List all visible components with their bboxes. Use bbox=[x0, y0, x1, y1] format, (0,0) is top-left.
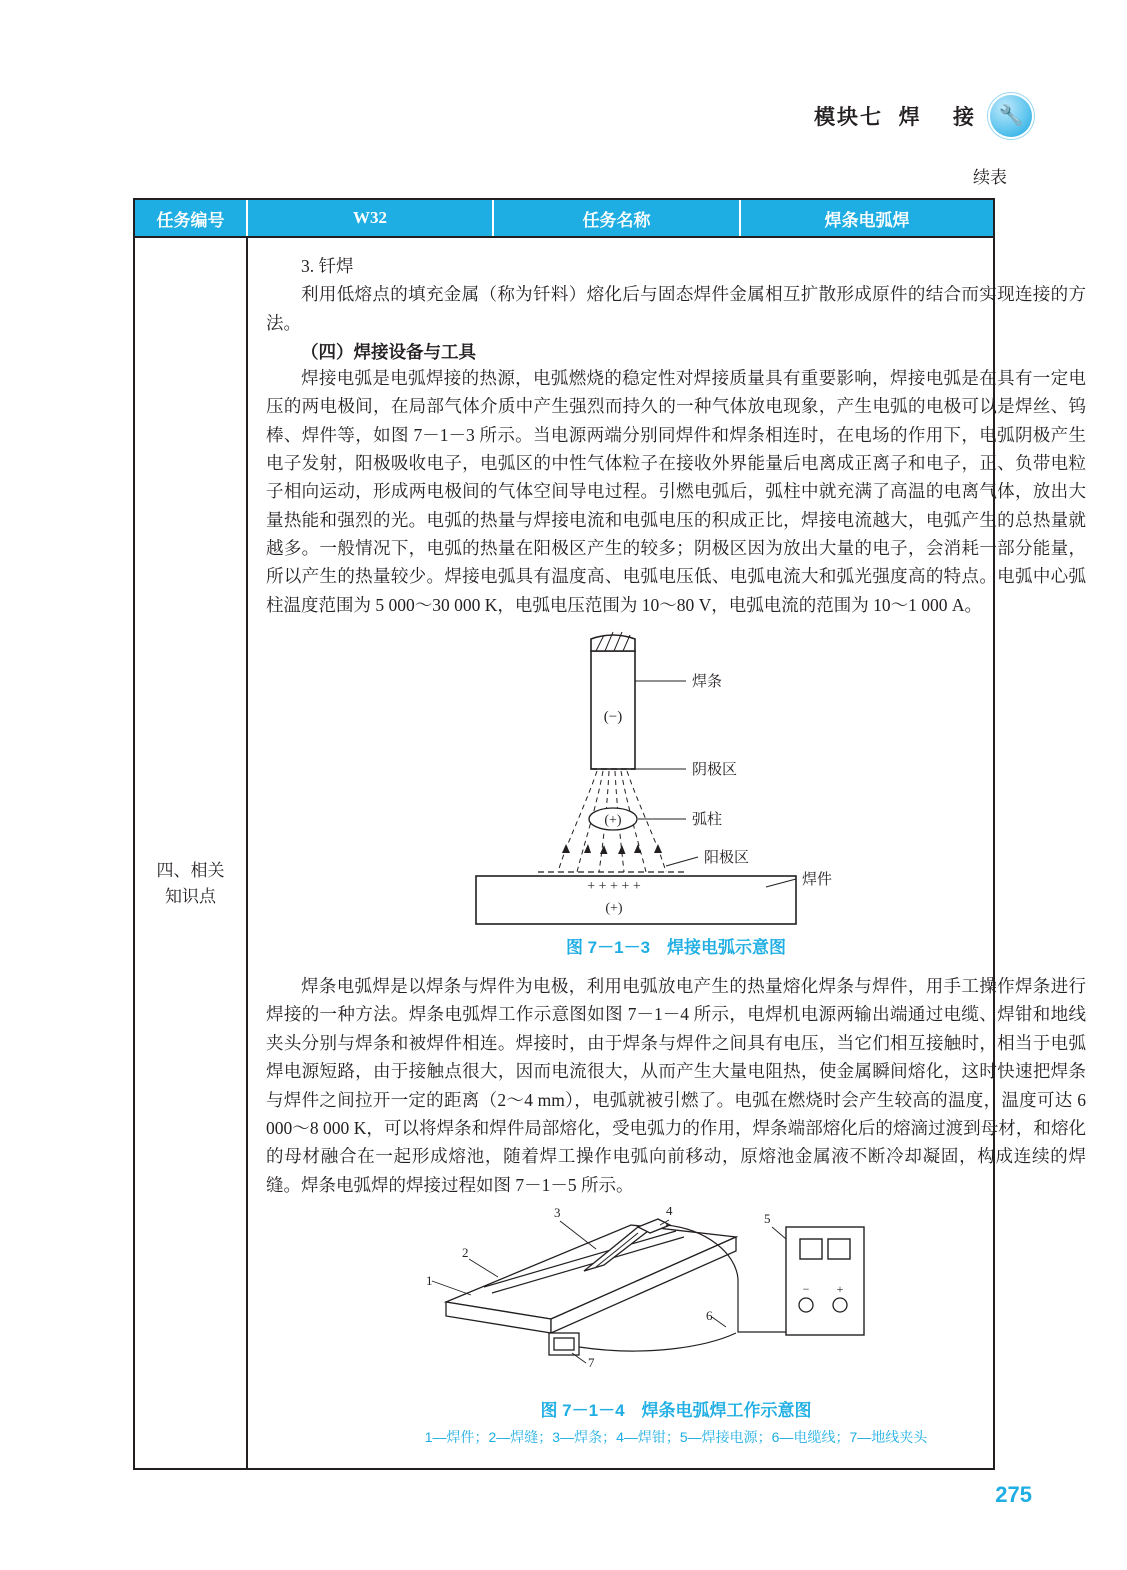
table-header-task-value: 焊条电弧焊 bbox=[824, 210, 910, 230]
callout-1: 1 bbox=[426, 1272, 433, 1288]
svg-text:(−): (−) bbox=[603, 709, 623, 726]
label-cathode-zone: 阴极区 bbox=[692, 761, 738, 779]
page-number: 275 bbox=[995, 1482, 1032, 1507]
figure-welding-arc-svg bbox=[266, 629, 1086, 929]
table-header-task-name: 任务名称 bbox=[494, 200, 741, 236]
callout-7: 7 bbox=[588, 1354, 595, 1370]
callout-3: 3 bbox=[554, 1206, 561, 1220]
page-header bbox=[814, 95, 1032, 137]
callout-4: 4 bbox=[666, 1206, 673, 1218]
label-workpiece: 焊件 bbox=[802, 871, 833, 889]
section-4-paragraph: 焊接电弧是电弧焊接的热源，电弧燃烧的稳定性对焊接质量具有重要影响，焊接电弧是在具有一定电压的两电极间，在局部气体介质中产生强烈而持久的一种气体放电现象，产生电弧的电极可以是焊丝、钨棒、焊件等，如图 7－1－3 所示。当电源两端分别同焊件和焊条相连时，在电场的作用下，电弧阴极产生电子发射，阳极吸收电子，电弧区的中性气体粒子在接收外界能量后电离成正离子和电子，正、负带电粒子相向运动，形成两电极间的气体空间导电过程。引燃电弧后，弧柱中就充满了高温的电离气体，放出大量热能和强烈的光。电弧的热量与焊接电流和电弧电压的积成正比，焊接电流越大，电弧产生的总热量就越多。一般情况下，电弧的热量在阳极区产生的较多；阴极区因为放出大量的电子，会消耗一部分能量，所以产生的热量较少。焊接电弧具有温度高、电弧电压低、电弧电流大和弧光强度高的特点。电弧中心弧柱温度范围为 5 000～30 000 K，电弧电压范围为 10～80 V，电弧电流的范围为 10～1 000 A。 bbox=[266, 368, 1086, 615]
svg-text:−: − bbox=[802, 1281, 810, 1296]
figure-welding-arc-diagram bbox=[266, 629, 1086, 929]
wrench-glyph: 🔧 bbox=[998, 105, 1024, 127]
section-4-heading: （四）焊接设备与工具 bbox=[301, 342, 476, 363]
figure-1-caption: 图 7－1－3 焊接电弧示意图 bbox=[565, 938, 787, 958]
figure-2-legend: 1—焊件；2—焊缝；3—焊条；4—焊钳；5—焊接电源；6—电缆线；7—地线夹头 bbox=[424, 1428, 928, 1445]
callout-6: 6 bbox=[706, 1307, 713, 1323]
figure-2-caption: 图 7－1－4 焊条电弧焊工作示意图 bbox=[540, 1400, 812, 1420]
label-anode-zone: 阳极区 bbox=[704, 849, 750, 867]
figure-smaw-setup-svg bbox=[266, 1207, 1086, 1392]
section-3-paragraph: 利用低熔点的填充金属（称为钎料）熔化后与固态焊件金属相互扩散形成原件的结合而实现连接的方法。 bbox=[266, 284, 1086, 333]
callout-2: 2 bbox=[462, 1244, 469, 1260]
svg-text:(+): (+) bbox=[604, 813, 622, 829]
table-content-cell bbox=[248, 238, 1104, 1468]
header-title: 模块七 焊 接 bbox=[813, 106, 976, 129]
callout-5: 5 bbox=[764, 1210, 771, 1226]
figure-smaw-setup-diagram bbox=[266, 1207, 1086, 1392]
svg-text:+: + bbox=[836, 1281, 844, 1296]
table-body-row bbox=[135, 238, 1086, 1468]
table-header-task-number: 任务编号 bbox=[135, 200, 248, 236]
continued-label: 续表 bbox=[973, 168, 1007, 187]
table-side-label: 四、相关 知识点 bbox=[156, 861, 225, 906]
wrench-icon bbox=[990, 95, 1032, 137]
svg-text:(+): (+) bbox=[605, 901, 623, 917]
section-3-heading: 3. 钎焊 bbox=[301, 256, 354, 276]
label-arc-column: 弧柱 bbox=[692, 811, 723, 829]
svg-text:+ + + + +: + + + + + bbox=[587, 879, 641, 895]
section-5-paragraph: 焊条电弧焊是以焊条与焊件为电极，利用电弧放电产生的热量熔化焊条与焊件，用手工操作焊条进行焊接的一种方法。焊条电弧焊工作示意图如图 7－1－4 所示，电焊机电源两输出端通过电缆、焊钳和地线夹头分别与焊条和被焊件相连。焊接时，由于焊条与焊件之间具有电压，当它们相互接触时，相当于电弧焊电源短路，由于接触点很大，因而电流很大，从而产生大量电阻热，使金属瞬间熔化，这时快速把焊条与焊件之间拉开一定的距离（2～4 mm），电弧就被引燃了。电弧在燃烧时会产生较高的温度，温度可达 6 000～8 000 K，可以将焊条和焊件局部熔化，受电弧力的作用，焊条端部熔化后的熔滴过渡到母材，和熔化的母材融合在一起形成熔池，随着焊工操作电弧向前移动，原熔池金属液不断冷却凝固，构成连续的焊缝。焊条电弧焊的焊接过程如图 7－1－5 所示。 bbox=[266, 976, 1086, 1195]
label-electrode: 焊条 bbox=[692, 673, 723, 691]
task-table bbox=[133, 198, 1086, 1470]
table-header-task-code: W32 bbox=[248, 200, 494, 236]
table-header-row bbox=[135, 200, 993, 238]
table-side-cell bbox=[135, 238, 248, 1468]
